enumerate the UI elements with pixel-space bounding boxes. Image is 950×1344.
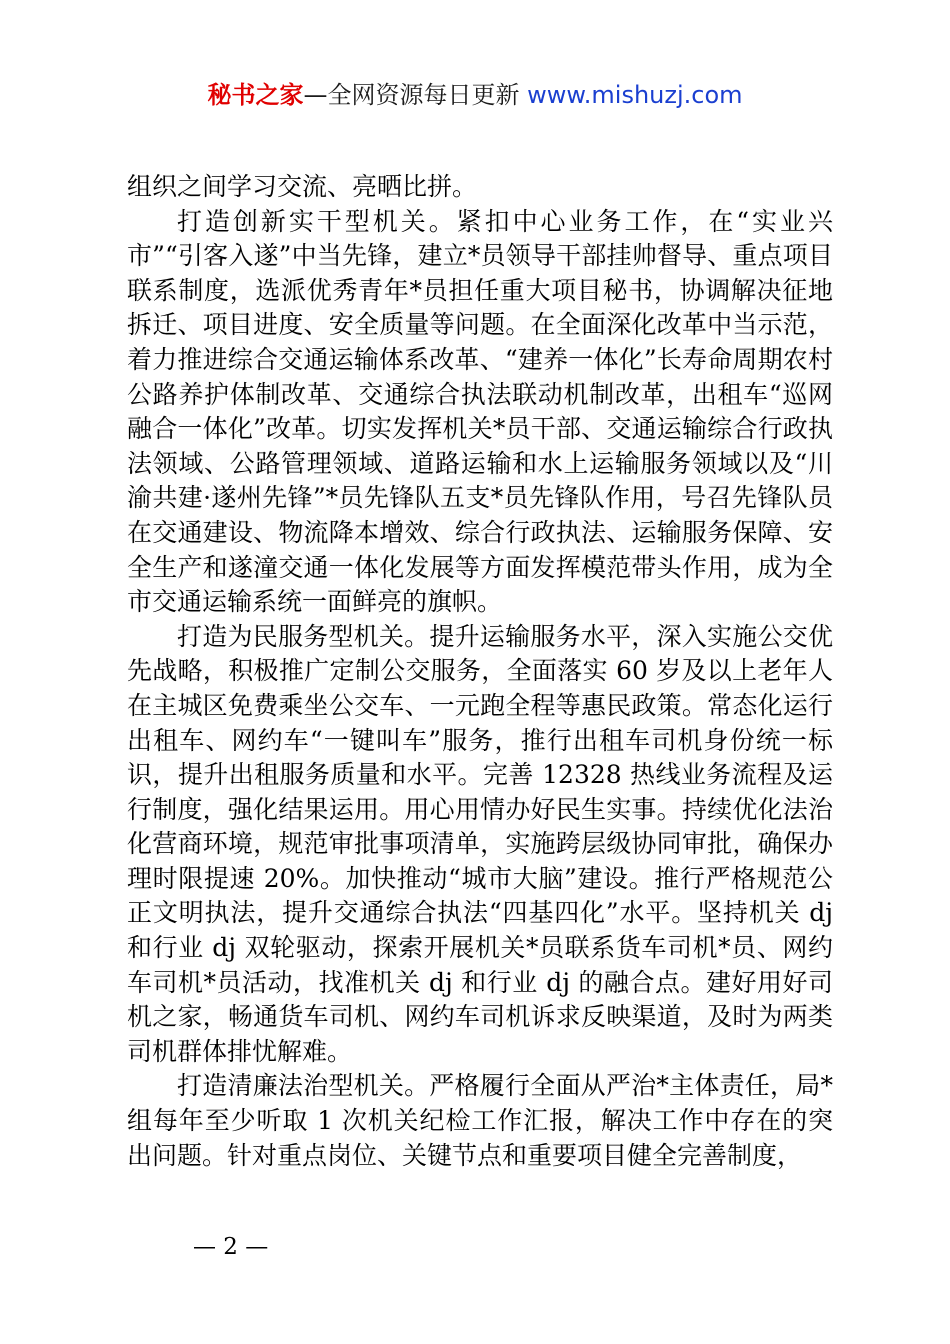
header-brand: 秘书之家 <box>207 81 304 109</box>
paragraph-integrity: 打造清廉法治型机关。严格履行全面从严治*主体责任，局*组每年至少听取 1 次机关纪检工作汇报，解决工作中存在的突出问题。针对重点岗位、关键节点和重要项目健全完善制度， <box>127 1071 833 1170</box>
paragraph-innovation: 打造创新实干型机关。紧扣中心业务工作，在“实业兴市”“引客入遂”中当先锋，建立*员领导干部挂帅督导、重点项目联系制度，选派优秀青年*员担任重大项目秘书，协调解决征地拆迁、项目进度、安全质量等问题。在全面深化改革中当示范，着力推进综合交通运输体系改革、“建养一体化”长寿命周期农村公路养护体制改革、交通综合执法联动机制改革，出租车“巡网融合一体化”改革。切实发挥机关*员干部、交通运输综合行政执法领域、公路管理领域、道路运输和水上运输服务领域以及“川渝共建·遂州先锋”*员先锋队五支*员先锋队作用，号召先锋队员在交通建设、物流降本增效、综合行政执法、运输服务保障、安全生产和遂潼交通一体化发展等方面发挥模范带头作用，成为全市交通运输系统一面鲜亮的旗帜。 <box>127 206 833 617</box>
document-body <box>127 170 833 1173</box>
paragraph-service: 打造为民服务型机关。提升运输服务水平，深入实施公交优先战略，积极推广定制公交服务，全面落实 60 岁及以上老年人在主城区免费乘坐公交车、一元跑全程等惠民政策。常态化运行出租车、网约车“一键叫车”服务，推行出租车司机身份统一标识，提升出租服务质量和水平。完善 12328 热线业务流程及运行制度，强化结果运用。用心用情办好民生实事。持续优化法治化营商环境，规范审批事项清单，实施跨层级协同审批，确保办理时限提速 20%。加快推动“城市大脑”建设。推行严格规范公正文明执法，提升交通综合执法“四基四化”水平。坚持机关 dj 和行业 dj 双轮驱动，探索开展机关*员联系货车司机*员、网约车司机*员活动，找准机关 dj 和行业 dj 的融合点。建好用好司机之家，畅通货车司机、网约车司机诉求反映渠道，及时为两类司机群体排忧解难。 <box>127 621 833 1066</box>
site-header <box>0 78 950 112</box>
header-tagline: —全网资源每日更新 <box>303 81 520 109</box>
paragraph-continuation: 组织之间学习交流、亮晒比拼。 <box>127 172 478 201</box>
page-number: — 2 — <box>193 1234 269 1260</box>
header-url[interactable]: www.mishuzj.com <box>527 81 743 109</box>
